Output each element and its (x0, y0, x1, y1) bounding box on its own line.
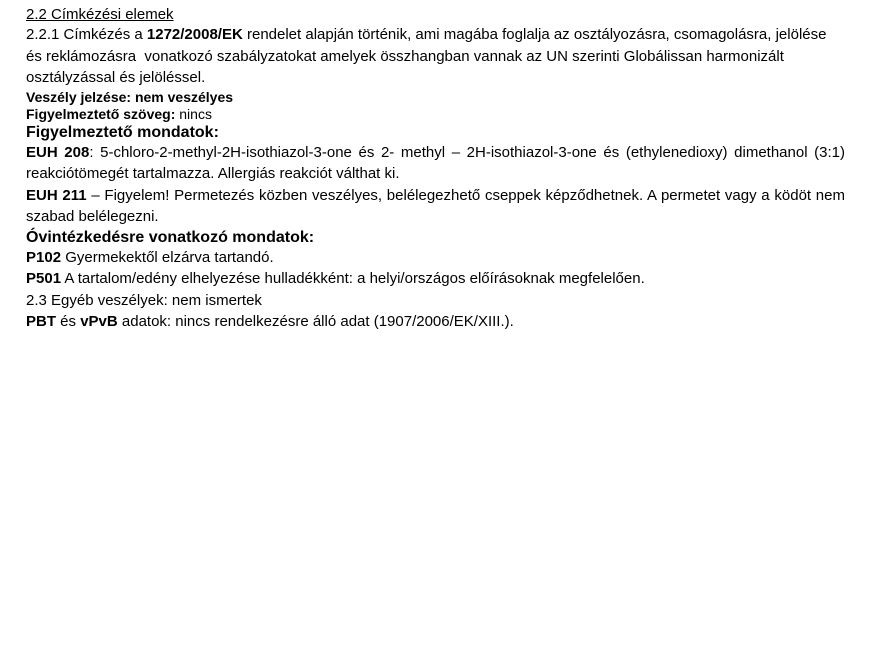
warning-text-line (26, 106, 845, 123)
warning-sentences-heading: Figyelmeztető mondatok: (26, 123, 219, 141)
warning-text-label: Figyelmeztető szöveg: (26, 105, 176, 122)
p501-line (26, 268, 845, 290)
pbt-abbrev: PBT (26, 313, 56, 330)
precautionary-statements-heading: Óvintézkedésre vonatkozó mondatok: (26, 228, 315, 246)
pbt-vpvb-line (26, 311, 845, 333)
p102-code: P102 (26, 248, 62, 266)
paragraph-2-2-1 (26, 24, 845, 89)
paragraph-2-2-1-text-end: rendelet alapján történik, ami magába foglalja az osztályozásra, csomagolásra, jelölése és reklámozásra vonatkozó szabályzatokat amelyek összhangban vannak az UN szerinti Globálissan harmonizált osztályzással és jelöléssel. (26, 26, 827, 86)
p102-line (26, 247, 845, 269)
p501-code: P501 (26, 270, 62, 287)
euh-211-text: – Figyelem! Permetezés közben veszélyes, belélegezhető cseppek képződhetnek. A permetet vagy a ködöt nem szabad belélegezni. (26, 186, 845, 225)
euh-211-paragraph (26, 185, 845, 228)
regulation-number: 1272/2008/EK (146, 26, 243, 43)
hazard-indication-line: Veszély jelzése: nem veszélyes (26, 88, 234, 105)
euh-208-paragraph (26, 142, 845, 185)
warning-text-value: nincs (175, 105, 212, 122)
vpvb-abbrev: vPvB (80, 313, 118, 330)
euh-211-code: EUH 211 (26, 186, 87, 204)
euh-208-text: : 5-chloro-2-methyl-2H-isothiazol-3-one és 2- methyl – 2H-isothiazol-3-one és (ethylenedioxy) dimethanol (3:1) reakciótömegét tartalmazza. Allergiás reakciót válthat ki. (26, 143, 845, 182)
paragraph-2-2-1-text-start: 2.2.1 Címkézés a (26, 26, 147, 43)
p102-text: Gyermekektől elzárva tartandó. (61, 248, 274, 266)
pbt-line-mid: és (56, 313, 81, 330)
section-2-2-heading: 2.2 Címkézési elemek (26, 6, 174, 23)
euh-208-code: EUH 208 (26, 143, 90, 161)
p501-text: A tartalom/edény elhelyezése hulladékként: a helyi/országos előírásoknak megfelelően. (61, 270, 645, 287)
pbt-line-rest: adatok: nincs rendelkezésre álló adat (1907/2006/EK/XIII.). (117, 313, 514, 330)
section-2-3-line: 2.3 Egyéb veszélyek: nem ismertek (26, 291, 262, 309)
